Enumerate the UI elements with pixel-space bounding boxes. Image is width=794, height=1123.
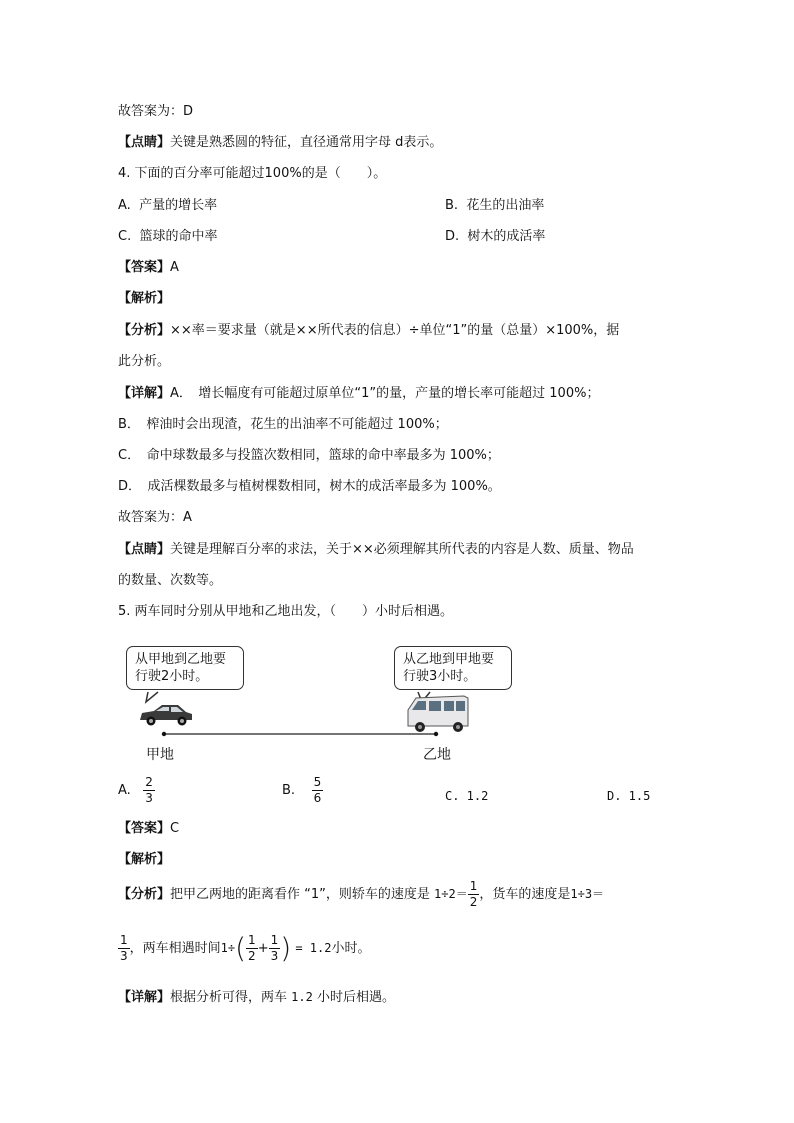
expr-result: = 1.2 <box>295 941 332 955</box>
q3-point-text: 关键是熟悉圆的特征，直径通常用字母 d表示。 <box>170 135 443 150</box>
car-icon <box>140 705 192 726</box>
q5-detail-label: 【详解】 <box>118 990 171 1005</box>
point-jia <box>162 732 166 736</box>
frac-den: 2 <box>469 895 478 909</box>
q5-fenxi-part2: ，货车的速度是 <box>479 887 571 902</box>
q3-answer-line: 故答案为：D <box>118 104 194 119</box>
q4-detail-text1: A． 增长幅度有可能超过原单位“1”的量，产量的增长率可能超过 100%； <box>170 386 600 401</box>
q4-answer-value: A <box>170 260 179 275</box>
frac-num: 1 <box>120 933 128 947</box>
label-jia: 甲地 <box>146 747 174 763</box>
q4-fenxi-label: 【分析】 <box>118 323 171 338</box>
q4-option-d-letter: D. <box>445 229 460 244</box>
q4-answer <box>118 259 179 277</box>
q4-detail-line4: D． 成活棵数最多与植树棵数相同，树木的成活率最多为 100%。 <box>118 479 501 494</box>
expr-fraction-1 <box>246 933 258 964</box>
frac-num: 1 <box>270 933 279 947</box>
q4-option-a <box>118 197 217 215</box>
q4-fenxi-text1: ××率＝要求量（就是××所代表的信息）÷单位“1”的量（总量）×100%，据 <box>170 323 620 338</box>
frac-den: 3 <box>270 949 279 963</box>
expr-fraction-2 <box>269 933 281 964</box>
q4-option-b-text: 花生的出油率 <box>466 198 545 213</box>
q5-option-b-letter: B. <box>282 783 296 798</box>
q4-option-c-text: 篮球的命中率 <box>139 229 218 244</box>
expr-lead: 1÷ <box>220 941 236 955</box>
q4-point-label: 【点睛】 <box>118 542 171 557</box>
frac-den: 2 <box>248 949 256 963</box>
q4-detail-line1 <box>118 385 599 403</box>
q5-fenxi-line1 <box>118 876 604 913</box>
q4-option-c-letter: C. <box>118 229 132 244</box>
q4-final-answer: 故答案为：A <box>118 510 192 525</box>
q5-question: 5. 两车同时分别从甲地和乙地出发，（ ）小时后相遇。 <box>118 604 454 619</box>
q5-fenxi-label: 【分析】 <box>118 887 171 902</box>
q3-point-label: 【点睛】 <box>118 135 171 150</box>
frac-num: 1 <box>469 879 478 893</box>
q5-detail-part2: 小时后相遇。 <box>317 990 396 1005</box>
frac-num: 2 <box>145 775 153 789</box>
q5-answer <box>118 820 179 838</box>
q4-point-line2: 的数量、次数等。 <box>118 573 223 588</box>
q5-option-b-fraction <box>312 775 324 806</box>
expr-plus: + <box>257 941 269 956</box>
half-fraction <box>468 879 480 910</box>
q5-detail-part1: 根据分析可得，两车 <box>170 990 288 1005</box>
bubble-left-tail <box>146 692 158 702</box>
bubble-right: 从乙地到甲地要 行驶3小时。 <box>394 646 512 690</box>
q4-analysis-label: 【解析】 <box>118 291 171 306</box>
q4-option-a-text: 产量的增长率 <box>139 198 218 213</box>
q5-option-c: C. 1.2 <box>445 789 489 803</box>
q4-option-d <box>445 228 545 246</box>
q5-option-a <box>118 775 155 806</box>
frac-den: 3 <box>120 949 128 963</box>
q4-point-line1 <box>118 541 634 559</box>
third-fraction <box>118 933 130 964</box>
q4-fenxi-line1 <box>118 322 619 340</box>
q5-figure <box>118 640 498 765</box>
label-yi: 乙地 <box>423 747 451 763</box>
q5-analysis-label: 【解析】 <box>118 852 171 867</box>
q5-answer-value: C <box>170 821 180 836</box>
q5-option-a-fraction <box>143 775 155 806</box>
frac-den: 6 <box>313 791 322 805</box>
q5-detail <box>118 988 395 1007</box>
q5-fenxi-line2 <box>118 928 370 969</box>
q4-answer-label: 【答案】 <box>118 260 171 275</box>
q4-option-d-text: 树木的成活率 <box>467 229 546 244</box>
q4-option-a-letter: A. <box>118 198 131 213</box>
q5-fenxi-part3: ，两车相遇时间 <box>129 941 221 956</box>
q3-point <box>118 134 442 152</box>
van-icon <box>408 696 468 732</box>
q5-option-b <box>282 775 323 806</box>
left-paren: ( <box>235 931 247 965</box>
q4-detail-line3: C． 命中球数最多与投篮次数相同，篮球的命中率最多为 100%； <box>118 448 500 463</box>
q5-option-a-letter: A. <box>118 783 131 798</box>
q4-point-text1: 关键是理解百分率的求法，关于××必须理解其所代表的内容是人数、质量、物品 <box>170 542 634 557</box>
frac-num: 1 <box>248 933 256 947</box>
frac-den: 3 <box>145 791 153 805</box>
q5-fenxi-expr1: 1÷2＝ <box>434 887 468 901</box>
q4-option-c <box>118 228 218 246</box>
q4-detail-line2: B． 榨油时会出现渣，花生的出油率不可能超过 100%； <box>118 417 448 432</box>
q5-option-d: D. 1.5 <box>607 789 651 803</box>
q5-answer-label: 【答案】 <box>118 821 171 836</box>
q4-option-b-letter: B. <box>445 198 459 213</box>
q4-fenxi-line2: 此分析。 <box>118 354 171 369</box>
q5-detail-value: 1.2 <box>291 990 313 1004</box>
q5-fenxi-expr2: 1÷3＝ <box>570 887 605 901</box>
q5-fenxi-part4: 小时。 <box>331 941 371 956</box>
point-yi <box>434 732 438 736</box>
q4-detail-label: 【详解】 <box>118 386 171 401</box>
q5-fenxi-part1: 把甲乙两地的距离看作 “1”，则轿车的速度是 <box>170 887 430 902</box>
frac-num: 5 <box>313 775 322 789</box>
q4-option-b <box>445 197 544 215</box>
q4-question: 4. 下面的百分率可能超过100%的是（ ）。 <box>118 166 387 181</box>
bubble-left: 从甲地到乙地要 行驶2小时。 <box>126 646 244 690</box>
right-paren: ) <box>280 931 292 965</box>
